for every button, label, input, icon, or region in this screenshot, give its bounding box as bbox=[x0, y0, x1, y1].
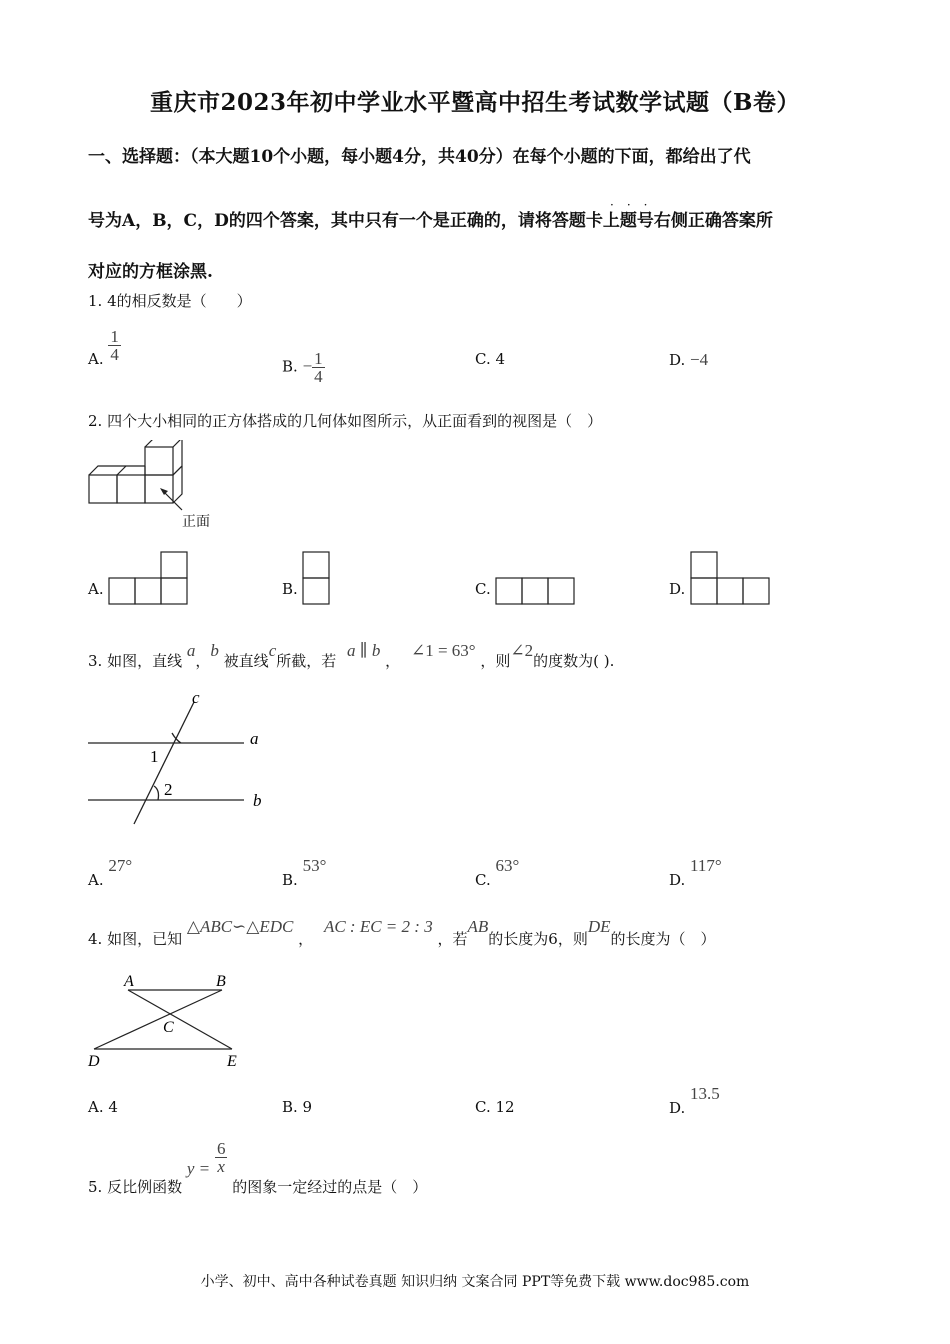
stem-text: ， bbox=[195, 652, 211, 670]
label-E: E bbox=[227, 1053, 237, 1070]
question-3-stem bbox=[88, 641, 615, 671]
stem-text: 5. 反比例函数 bbox=[88, 1177, 183, 1196]
option-value: 53° bbox=[302, 856, 327, 875]
option-label: D. bbox=[669, 871, 686, 889]
option-label: B. bbox=[282, 871, 298, 889]
section-instructions-line-1: 一、选择题：（本大题10个小题，每小题4分，共40分）在每个小题的下面，都给出了代 bbox=[88, 147, 751, 167]
q4-option-a: A. 4 bbox=[88, 1098, 118, 1116]
angle-1-label: 1 bbox=[150, 747, 159, 766]
label-c: c bbox=[192, 688, 200, 707]
q4-option-b: B. 9 bbox=[282, 1098, 313, 1116]
segment-de: DE bbox=[587, 917, 611, 936]
page-footer: 小学、初中、高中各种试卷真题 知识归纳 文案合同 PPT等免费下载 www.doc985.com bbox=[200, 1274, 750, 1290]
q2-option-c-label: C. bbox=[475, 580, 491, 598]
question-1-stem: 1. 4的相反数是（ ） bbox=[88, 292, 252, 310]
similar-triangles-figure bbox=[84, 970, 254, 1070]
option-label: A. bbox=[88, 350, 104, 368]
option-value: 63° bbox=[495, 856, 520, 875]
fraction-denominator: 4 bbox=[314, 367, 323, 386]
angle-condition: ∠1 = 63° bbox=[410, 641, 476, 660]
option-label: D. bbox=[669, 351, 686, 369]
emphasis-dots: ··· bbox=[610, 198, 661, 212]
fraction-denominator: 4 bbox=[110, 344, 119, 364]
stem-text: 的图象一定经过的点是（ ） bbox=[232, 1177, 428, 1196]
stem-text: ，则 bbox=[480, 652, 511, 670]
stem-text: 3. 如图，直线 bbox=[88, 652, 183, 670]
ratio-statement: AC : EC = 2 : 3 bbox=[323, 917, 433, 936]
minus-sign: − bbox=[302, 356, 313, 376]
stem-text: 的长度为（ ） bbox=[610, 930, 716, 948]
q1-option-b bbox=[282, 350, 325, 385]
fraction bbox=[108, 328, 121, 363]
fraction-numerator: 6 bbox=[216, 1139, 226, 1158]
angle-2: ∠2 bbox=[510, 641, 534, 660]
var-c: c bbox=[268, 641, 277, 660]
question-2-stem: 2. 四个大小相同的正方体搭成的几何体如图所示，从正面看到的视图是（ ） bbox=[88, 412, 603, 430]
q2-option-a-figure bbox=[107, 550, 191, 608]
angle-2-label: 2 bbox=[164, 780, 173, 799]
option-value: −4 bbox=[690, 350, 709, 369]
stem-text: 的度数为( ). bbox=[533, 652, 615, 670]
fraction bbox=[312, 350, 325, 385]
q3-option-d bbox=[669, 856, 722, 890]
var-b: b bbox=[210, 641, 219, 660]
similarity-statement: △ABC∽△EDC bbox=[186, 917, 294, 936]
fraction-denominator: x bbox=[217, 1157, 225, 1176]
q3-option-b bbox=[282, 856, 327, 890]
cube-solid-figure bbox=[84, 440, 234, 535]
fraction-numerator: 1 bbox=[110, 326, 119, 346]
stem-text: ，若 bbox=[437, 930, 468, 948]
q1-option-c: C. 4 bbox=[475, 350, 506, 368]
parallel-lines-figure bbox=[84, 688, 274, 828]
q2-option-d-label: D. bbox=[669, 580, 686, 598]
stem-text: 4. 如图，已知 bbox=[88, 930, 183, 948]
label-a: a bbox=[250, 729, 259, 748]
stem-text: 的长度为6，则 bbox=[488, 930, 588, 948]
var-a: a bbox=[186, 641, 196, 660]
q4-option-d bbox=[669, 1084, 720, 1118]
option-label: C. bbox=[475, 871, 491, 889]
section-instructions-line-3: 对应的方框涂黑. bbox=[88, 262, 213, 282]
q2-option-d-figure bbox=[689, 550, 775, 608]
question-4-stem bbox=[88, 917, 716, 949]
option-value: 117° bbox=[690, 856, 722, 875]
option-label: B. bbox=[282, 357, 298, 376]
q1-option-d bbox=[669, 350, 708, 370]
q2-option-a-label: A. bbox=[88, 580, 104, 598]
q2-option-c-figure bbox=[494, 576, 578, 608]
q3-option-c bbox=[475, 856, 520, 890]
fraction-numerator: 1 bbox=[314, 349, 323, 368]
question-5-stem bbox=[88, 1139, 428, 1196]
label-D: D bbox=[88, 1053, 100, 1070]
q1-option-a bbox=[88, 326, 121, 368]
segment-ab: AB bbox=[467, 917, 489, 936]
page-title: 重庆市2023年初中学业水平暨高中招生考试数学试题（B卷） bbox=[150, 89, 800, 116]
q2-option-b-label: B. bbox=[282, 580, 298, 598]
label-B: B bbox=[216, 973, 226, 990]
label-b: b bbox=[253, 791, 262, 810]
option-value: 13.5 bbox=[690, 1084, 720, 1103]
stem-text: 被直线 bbox=[223, 652, 269, 670]
stem-text: 所截，若 bbox=[276, 652, 337, 670]
function-lhs: y = bbox=[186, 1158, 211, 1178]
stem-text: ， bbox=[298, 930, 314, 948]
label-C: C bbox=[163, 1019, 174, 1036]
stem-text: ， bbox=[385, 652, 401, 670]
option-label: A. bbox=[88, 871, 104, 889]
section-instructions-line-2: 号为A，B，C，D的四个答案，其中只有一个是正确的，请将答题卡上题号右侧正确答案所 bbox=[88, 211, 773, 231]
fraction bbox=[215, 1140, 228, 1175]
q3-option-a bbox=[88, 856, 133, 890]
option-label: D. bbox=[669, 1099, 686, 1117]
option-value: 27° bbox=[108, 856, 133, 875]
q4-option-c: C. 12 bbox=[475, 1098, 515, 1116]
front-label: 正面 bbox=[182, 515, 210, 530]
label-A: A bbox=[124, 973, 134, 990]
parallel-condition: a ∥ b bbox=[347, 641, 381, 660]
q2-option-b-figure bbox=[301, 550, 333, 608]
